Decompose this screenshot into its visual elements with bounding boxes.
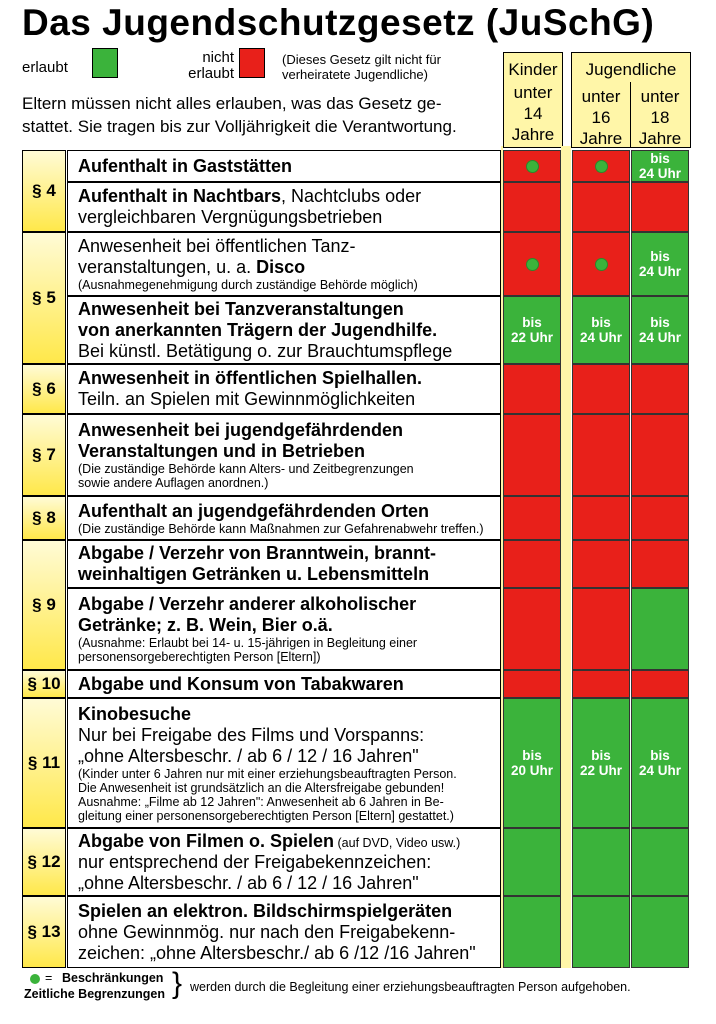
page-title: Das Jugendschutzgesetz (JuSchG) — [22, 2, 655, 43]
section-7: § 7 — [22, 414, 66, 496]
restriction-dot — [526, 160, 539, 173]
header-jugendliche: Jugendliche — [571, 52, 691, 148]
cell-r8-j16 — [572, 540, 630, 588]
footer-restrictions: Beschränkungen — [62, 971, 164, 985]
section-12: § 12 — [22, 828, 66, 896]
row-nachtbars: Aufenthalt in Nachtbars, Nachtclubs oder vergleichbaren Vergnügungsbetrieben — [67, 182, 501, 232]
section-8: § 8 — [22, 496, 66, 540]
cell-r11-k14: bis 20 Uhr — [503, 698, 561, 828]
cell-r8-j18 — [631, 540, 689, 588]
legend-allowed-swatch — [92, 48, 118, 78]
cell-r12-j16 — [572, 828, 630, 896]
restriction-dot — [595, 258, 608, 271]
cell-r5-j18 — [631, 364, 689, 414]
section-10: § 10 — [22, 670, 66, 698]
cell-r9-k14 — [503, 588, 561, 670]
row-jugendgefaehrdende-orte: Aufenthalt an jugendgefährdenden Orten (Die zuständige Behörde kann Maßnahmen zur Gefahrenabwehr treffen.) — [67, 496, 501, 540]
cell-r6-k14 — [503, 414, 561, 496]
cell-r9-j16 — [572, 588, 630, 670]
cell-r1-j16 — [572, 150, 630, 182]
restriction-dot — [595, 160, 608, 173]
section-13: § 13 — [22, 896, 66, 968]
cell-r2-j18 — [631, 182, 689, 232]
cell-r10-j16 — [572, 670, 630, 698]
cell-r2-k14 — [503, 182, 561, 232]
cell-r11-j16: bis 22 Uhr — [572, 698, 630, 828]
cell-r1-k14 — [503, 150, 561, 182]
legend-not-allowed-label: nicht erlaubt — [188, 49, 234, 82]
restriction-dot — [526, 258, 539, 271]
footer-dot-icon — [30, 974, 40, 984]
row-gaststaetten: Aufenthalt in Gaststätten — [67, 150, 501, 182]
section-5: § 5 — [22, 232, 66, 364]
cell-r1-j18: bis 24 Uhr — [631, 150, 689, 182]
cell-r4-k14: bis 22 Uhr — [503, 296, 561, 364]
cell-r3-j16 — [572, 232, 630, 296]
cell-r10-j18 — [631, 670, 689, 698]
cell-r13-j16 — [572, 896, 630, 968]
header-unter-18: unter 18 Jahre — [638, 87, 682, 148]
cell-r3-k14 — [503, 232, 561, 296]
cell-r9-j18 — [631, 588, 689, 670]
cell-r12-k14 — [503, 828, 561, 896]
row-jugendgefaehrdende-veranstaltungen: Anwesenheit bei jugendgefährdenden Veranstaltungen und in Betrieben (Die zuständige Behörde kann Alters- und Zeitbegrenzungen sowie andere Auflagen anordnen.) — [67, 414, 501, 496]
cell-r7-j18 — [631, 496, 689, 540]
row-branntwein: Abgabe / Verzehr von Branntwein, brannt- weinhaltigen Getränken u. Lebensmitteln — [67, 540, 501, 588]
header-unter-16: unter 16 Jahre — [579, 87, 623, 148]
cell-r3-j18: bis 24 Uhr — [631, 232, 689, 296]
row-kinobesuche: Kinobesuche Nur bei Freigabe des Films und Vorspanns: „ohne Altersbeschr. / ab 6 / 12 / 16 Jahren" (Kinder unter 6 Jahren nur mit einer erziehungsbeauftragten Person. Die Anwesenheit ist grundsätzlich an die Altersfreigabe gebunden! Ausnahme: „Filme ab 12 Jahren": Anwesenheit ab 6 Jahren in Be- gleitung einer personensorgeberechtigten Person [Eltern] gestattet.) — [67, 698, 501, 828]
cell-r6-j16 — [572, 414, 630, 496]
cell-r4-j16: bis 24 Uhr — [572, 296, 630, 364]
cell-r6-j18 — [631, 414, 689, 496]
cell-r7-j16 — [572, 496, 630, 540]
cell-r12-j18 — [631, 828, 689, 896]
footer-equals: = — [45, 971, 53, 985]
column-gap — [561, 146, 571, 968]
footer-brace: } — [172, 967, 183, 1000]
header-kinder: Kinder unter 14 Jahre — [503, 52, 563, 148]
row-tanzveranstaltungen: Anwesenheit bei öffentlichen Tanz- veranstaltungen, u. a. Disco (Ausnahmegenehmigung durch zuständige Behörde möglich) — [67, 232, 501, 296]
footer-time-limits: Zeitliche Begrenzungen — [24, 987, 165, 1001]
cell-r5-j16 — [572, 364, 630, 414]
section-4: § 4 — [22, 150, 66, 232]
section-9: § 9 — [22, 540, 66, 670]
cell-r7-k14 — [503, 496, 561, 540]
section-6: § 6 — [22, 364, 66, 414]
cell-r8-k14 — [503, 540, 561, 588]
cell-r2-j16 — [572, 182, 630, 232]
row-spielhallen: Anwesenheit in öffentlichen Spielhallen. Teiln. an Spielen mit Gewinnmöglichkeiten — [67, 364, 501, 414]
intro-text: Eltern müssen nicht alles erlauben, was das Gesetz ge- stattet. Sie tragen bis zur Volljährigkeit die Verantwortung. — [22, 94, 457, 136]
cell-r4-j18: bis 24 Uhr — [631, 296, 689, 364]
footer-text: werden durch die Begleitung einer erziehungsbeauftragten Person aufgehoben. — [190, 980, 631, 994]
cell-r5-k14 — [503, 364, 561, 414]
cell-r13-k14 — [503, 896, 561, 968]
row-tabak: Abgabe und Konsum von Tabakwaren — [67, 670, 501, 698]
cell-r13-j18 — [631, 896, 689, 968]
row-jugendhilfe: Anwesenheit bei Tanzveranstaltungen von anerkannten Trägern der Jugendhilfe. Bei künstl. Betätigung o. zur Brauchtumspflege — [67, 296, 501, 364]
section-11: § 11 — [22, 698, 66, 828]
row-bildschirmspiele: Spielen an elektron. Bildschirmspielgeräten ohne Gewinnmög. nur nach den Freigabekenn- zeichen: „ohne Altersbeschr./ ab 6 /12 /16 Jahren" — [67, 896, 501, 968]
cell-r10-k14 — [503, 670, 561, 698]
legend-not-allowed-swatch — [239, 48, 265, 78]
row-alkohol: Abgabe / Verzehr anderer alkoholischer Getränke; z. B. Wein, Bier o.ä. (Ausnahme: Erlaubt bei 14- u. 15-jährigen in Begleitung einer personensorgeberechtigten Person [Eltern]) — [67, 588, 501, 670]
cell-r11-j18: bis 24 Uhr — [631, 698, 689, 828]
married-note: (Dieses Gesetz gilt nicht für verheiratete Jugendliche) — [282, 52, 441, 82]
row-filme-spiele: Abgabe von Filmen o. Spielen (auf DVD, Video usw.) nur entsprechend der Freigabekennzeichen: „ohne Altersbeschr. / ab 6 / 12 / 16 Jahren" — [67, 828, 501, 896]
legend-allowed-label: erlaubt — [22, 59, 68, 76]
